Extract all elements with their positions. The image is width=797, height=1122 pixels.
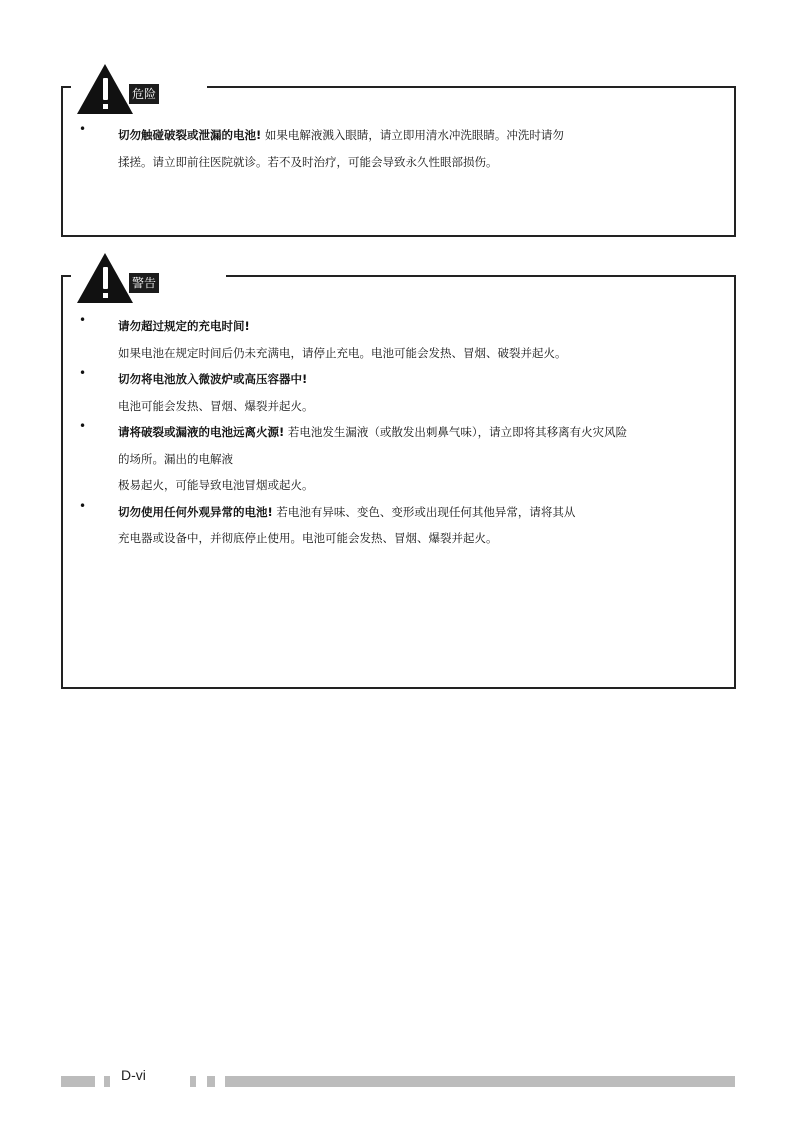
warning-triangle-icon: [76, 62, 136, 116]
item-continuation: 极易起火，可能导致电池冒烟或起火。: [118, 478, 314, 492]
list-item: [79, 366, 719, 419]
item-heading: 切勿将电池放入微波炉或高压容器中!: [118, 372, 308, 386]
item-continuation: 的场所。漏出的电解液: [118, 451, 233, 466]
warning-list: [79, 313, 719, 552]
item-heading: 请勿超过规定的充电时间!: [118, 319, 250, 333]
item-first-line: [118, 366, 719, 393]
warning-triangle-icon: [76, 251, 136, 305]
panel-top-rule-right: [226, 275, 736, 277]
footer-bar-left: [61, 1076, 95, 1087]
item-continuation: 揉搓。请立即前往医院就诊。若不及时治疗，可能会导致永久性眼部损伤。: [118, 154, 498, 169]
list-item: [79, 499, 719, 552]
danger-list: [79, 122, 719, 175]
list-item: [79, 313, 719, 366]
item-heading: 切勿触碰破裂或泄漏的电池!: [118, 128, 262, 142]
warning-heading: [76, 251, 157, 305]
item-first-line: [118, 313, 719, 340]
footer-bar-right: [225, 1076, 735, 1087]
bullet: •: [79, 122, 87, 136]
list-item: [79, 122, 719, 175]
danger-label: 危险: [129, 84, 159, 104]
panel-top-rule-left: [61, 275, 71, 277]
panel-top-rule-left: [61, 86, 71, 88]
bullet: •: [79, 419, 87, 433]
bullet: •: [79, 498, 87, 513]
item-continuation: 电池可能会发热、冒烟、爆裂并起火。: [118, 398, 314, 413]
item-text: 若电池有异味、变色、变形或出现任何其他异常，请将其从: [276, 504, 576, 519]
item-text: 若电池发生漏液（或散发出刺鼻气味），请立即将其移离有火灾风险: [287, 425, 628, 439]
item-heading: 请将破裂或漏液的电池远离火源!: [118, 425, 285, 439]
list-item: [79, 419, 719, 499]
panel-top-rule-right: [207, 86, 736, 88]
item-first-line: [118, 499, 719, 526]
warning-label: 警告: [129, 273, 159, 293]
bullet: •: [79, 366, 87, 380]
item-first-line: [118, 122, 719, 149]
footer-bar-tick: [207, 1076, 215, 1087]
item-continuation: 充电器或设备中，并彻底停止使用。电池可能会发热、冒烟、爆裂并起火。: [118, 531, 498, 545]
footer-bar-tick: [104, 1076, 110, 1087]
page-number: D-vi: [121, 1067, 146, 1083]
item-continuation: 如果电池在规定时间后仍未充满电，请停止充电。电池可能会发热、冒烟、破裂并起火。: [118, 345, 567, 360]
item-text: 如果电解液溅入眼睛，请立即用清水冲洗眼睛。冲洗时请勿: [264, 128, 564, 142]
bullet: •: [79, 313, 87, 327]
danger-heading: [76, 62, 157, 116]
item-heading: 切勿使用任何外观异常的电池!: [118, 504, 273, 519]
item-first-line: [118, 419, 719, 446]
footer-bar-tick: [190, 1076, 196, 1087]
